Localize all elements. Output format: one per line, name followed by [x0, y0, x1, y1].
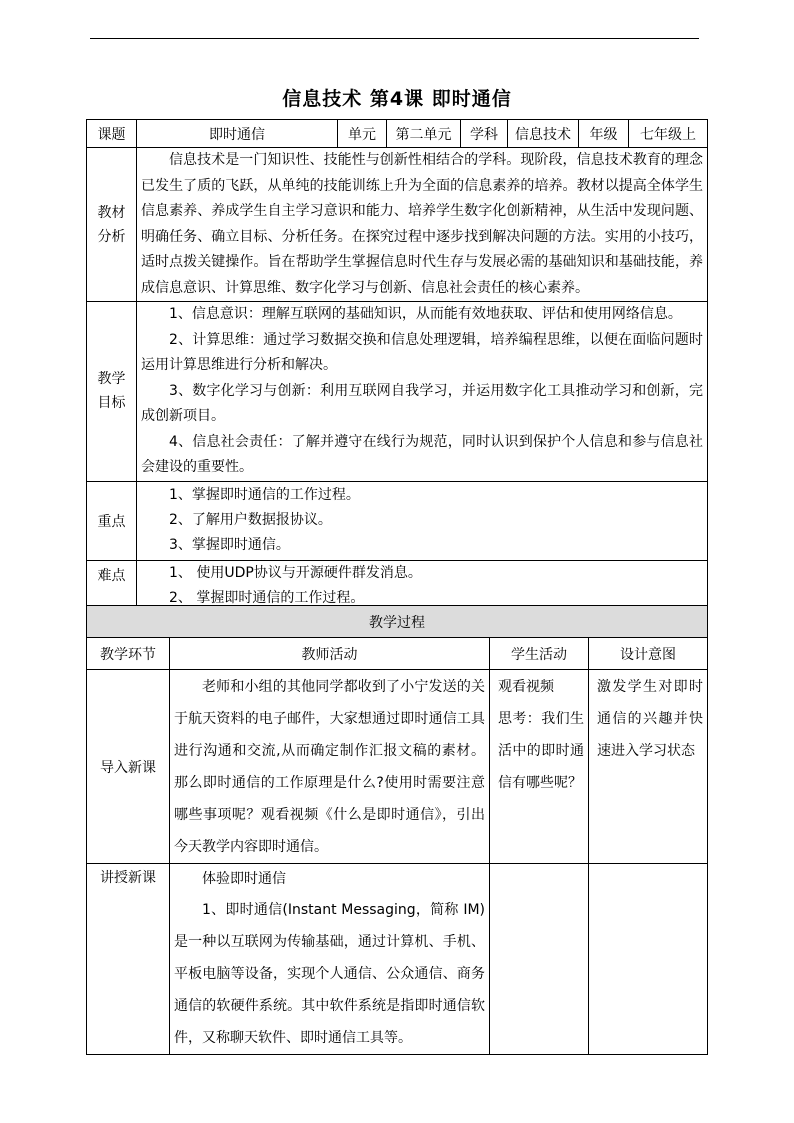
process-header: 教学过程: [87, 606, 708, 638]
key-point-item: 2、了解用户数据报协议。: [169, 512, 332, 528]
subject-value: 信息技术: [508, 120, 579, 148]
lesson-label: 课题: [87, 120, 137, 148]
analysis-text: 信息技术是一门知识性、技能性与创新性相结合的学科。现阶段，信息技术教育的理念已发生了质的飞跃，从单纯的技能训练上升为全面的信息素养的培养。教材以提高全体学生信息素养、养成学生自主学习意识和能力、培养学生数字化创新精神，从生活中发现问题、明确任务、确立目标、分析任务。在探究过程中逐步找到解决问题的方法。实用的小技巧，适时点拨关键操作。旨在帮助学生掌握信息时代生存与发展必需的基础知识和基础技能，养成信息意识、计算思维、数字化学习与创新、信息社会责任的核心素养。: [137, 148, 708, 302]
lesson-info-table: [86, 119, 708, 612]
student-activity: 观看视频 思考：我们生活中的即时通信有哪些呢？: [490, 670, 589, 864]
goal-item: 3、数字化学习与创新：利用互联网自我学习，并运用数字化工具推动学习和创新，完成创新项目。: [141, 382, 703, 424]
goal-item: 1、信息意识：理解互联网的基础知识，从而能有效地获取、评估和使用网络信息。: [169, 306, 682, 322]
design-intent: 激发学生对即时通信的兴趣并快速进入学习状态: [589, 670, 708, 864]
difficulties-list: [137, 560, 708, 611]
key-point-item: 3、掌握即时通信。: [169, 537, 290, 553]
page-title: 信息技术 第4课 即时通信: [282, 88, 512, 110]
unit-label: 单元: [338, 120, 387, 148]
analysis-label-line2: 分析: [97, 228, 126, 245]
student-activity: [490, 864, 589, 1055]
difficulty-item: 1、 使用UDP协议与开源硬件群发消息。: [169, 564, 422, 581]
key-point-item: 1、掌握即时通信的工作过程。: [169, 487, 360, 503]
key-points-list: [137, 481, 708, 560]
goals-label: [87, 302, 137, 482]
subject-label: 学科: [461, 120, 508, 148]
goals-label-line2: 目标: [97, 395, 126, 412]
teacher-activity: [170, 864, 490, 1055]
col-header-stage: 教学环节: [87, 638, 170, 670]
teacher-activity-body: 1、即时通信(Instant Messaging，简称 IM)是一种以互联网为传输基础，通过计算机、手机、平板电脑等设备，实现个人通信、公众通信、商务通信的软硬件系统。其中软件系统是指即时通信软件，又称聊天软件、即时通信工具等。: [174, 902, 485, 1046]
stage-cell: 讲授新课: [87, 864, 170, 1055]
analysis-label-line1: 教材: [97, 204, 126, 221]
teacher-activity: 老师和小组的其他同学都收到了小宁发送的关于航天资料的电子邮件，大家想通过即时通信工具进行沟通和交流,从而确定制作汇报文稿的素材。那么即时通信的工作原理是什么?使用时需要注意哪些事项呢？观看视频《什么是即时通信》，引出今天教学内容即时通信。: [170, 670, 490, 864]
teaching-process-table: [86, 605, 708, 1055]
design-intent: [589, 864, 708, 1055]
difficulty-item: 2、 掌握即时通信的工作过程。: [169, 589, 365, 606]
analysis-label: [87, 148, 137, 302]
goals-label-line1: 教学: [97, 371, 126, 388]
col-header-intent: 设计意图: [589, 638, 708, 670]
goal-item: 2、计算思维：通过学习数据交换和信息处理逻辑，培养编程思维，以便在面临问题时运用计算思维进行分析和解决。: [141, 331, 703, 373]
stage-cell: 导入新课: [87, 670, 170, 864]
grade-label: 年级: [579, 120, 629, 148]
teacher-activity-heading: 体验即时通信: [202, 871, 286, 887]
key-points-label: 重点: [87, 481, 137, 560]
grade-value: 七年级上: [629, 120, 708, 148]
goals-list: [137, 302, 708, 482]
goal-item: 4、信息社会责任：了解并遵守在线行为规范，同时认识到保护个人信息和参与信息社会建设的重要性。: [141, 433, 703, 475]
header-rule: [90, 38, 699, 39]
col-header-student: 学生活动: [490, 638, 589, 670]
lesson-value: 即时通信: [137, 120, 338, 148]
unit-value: 第二单元: [387, 120, 461, 148]
col-header-teacher: 教师活动: [170, 638, 490, 670]
difficulties-label: 难点: [87, 560, 137, 611]
